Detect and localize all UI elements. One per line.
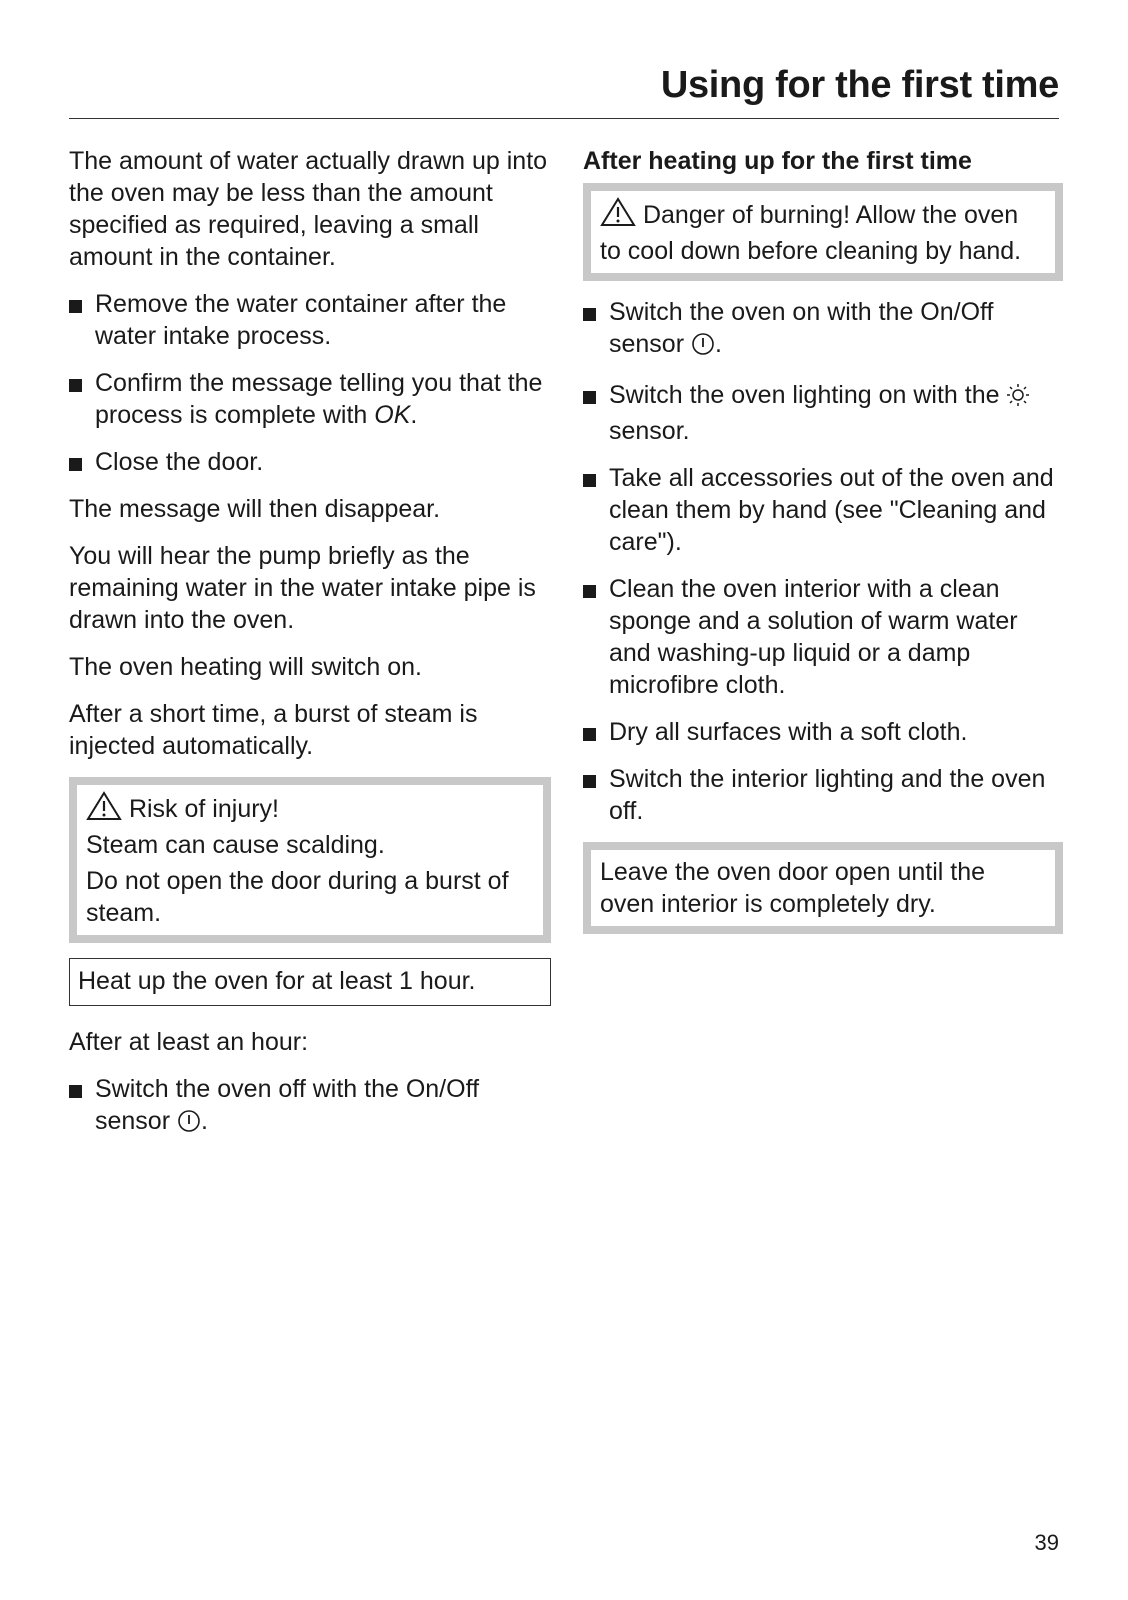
bullet-square-icon [583, 728, 596, 741]
paragraph: After at least an hour: [69, 1028, 309, 1056]
right-column [583, 145, 1063, 949]
list-item-text: Switch the oven off with the On/Off sensor [95, 1075, 480, 1135]
paragraph: The message will then disappear. [69, 495, 441, 523]
warning-triangle-icon [600, 197, 636, 235]
list-item [69, 1073, 551, 1141]
warning-box [583, 183, 1063, 281]
list-item [69, 288, 551, 352]
left-column [69, 145, 551, 1156]
on-off-sensor-icon [177, 1109, 201, 1141]
list-item-text: Clean the oven interior with a clean sponge and a solution of warm water and washing-up liquid or a damp microfibre cloth. [609, 575, 1018, 699]
paragraph: You will hear the pump briefly as the remaining water in the water intake pipe is drawn into the oven. [69, 542, 536, 634]
warning-triangle-icon [86, 791, 122, 829]
list-item-text: Close the door. [95, 448, 264, 476]
bullet-square-icon [69, 300, 82, 313]
bullet-square-icon [69, 379, 82, 392]
header-rule [69, 118, 1059, 119]
paragraph: The oven heating will switch on. [69, 653, 422, 681]
info-box [583, 842, 1063, 934]
bullet-square-icon [583, 391, 596, 404]
list-item-text: Switch the interior lighting and the oven off. [609, 765, 1046, 825]
ok-label: OK [374, 401, 411, 429]
list-item [69, 446, 551, 478]
list-item-text: Dry all surfaces with a soft cloth. [609, 718, 968, 746]
section-heading: After heating up for the first time [583, 147, 972, 175]
list-item-text: . [410, 401, 418, 429]
list-item-text: Switch the oven lighting on with the [609, 381, 1007, 409]
list-item-text: Confirm the message telling you that the process is complete with [95, 369, 543, 429]
warning-box [69, 777, 551, 943]
bullet-square-icon [583, 308, 596, 321]
light-sensor-icon [1006, 383, 1030, 415]
page-title: Using for the first time [660, 64, 1059, 106]
page-number: 39 [1034, 1530, 1059, 1555]
warning-title-line [86, 791, 533, 861]
list-item-text: . [200, 1107, 208, 1135]
list-item-text: sensor. [609, 417, 690, 445]
intro-paragraph: The amount of water actually drawn up into the oven may be less than the amount specified as required, leaving a small amount in the container. [69, 147, 548, 271]
list-item-text: Remove the water container after the water intake process. [95, 290, 507, 350]
warning-text: Do not open the door during a burst of steam. [86, 867, 509, 927]
bullet-square-icon [583, 585, 596, 598]
list-item [583, 379, 1063, 447]
bullet-square-icon [69, 458, 82, 471]
warning-text: Steam can cause scalding. [86, 831, 385, 859]
list-item [583, 462, 1063, 558]
list-item-text: Switch the oven on with the On/Off sensor [609, 298, 994, 358]
list-item [583, 716, 1063, 748]
warning-line [600, 197, 1045, 267]
bullet-square-icon [69, 1085, 82, 1098]
list-item [583, 573, 1063, 701]
list-item [583, 296, 1063, 364]
paragraph: After a short time, a burst of steam is injected automatically. [69, 700, 478, 760]
list-item-text: . [714, 330, 722, 358]
list-item [583, 763, 1063, 827]
note-box: Heat up the oven for at least 1 hour. [69, 958, 551, 1006]
bullet-square-icon [583, 775, 596, 788]
bullet-square-icon [583, 474, 596, 487]
warning-text: Danger of burning! Allow the oven to cool down before cleaning by hand. [600, 201, 1022, 265]
list-item-text: Take all accessories out of the oven and clean them by hand (see "Cleaning and care"). [609, 464, 1054, 556]
on-off-sensor-icon [691, 332, 715, 364]
info-text: Leave the oven door open until the oven interior is completely dry. [600, 858, 986, 918]
warning-title: Risk of injury! [128, 795, 279, 823]
list-item [69, 367, 551, 431]
